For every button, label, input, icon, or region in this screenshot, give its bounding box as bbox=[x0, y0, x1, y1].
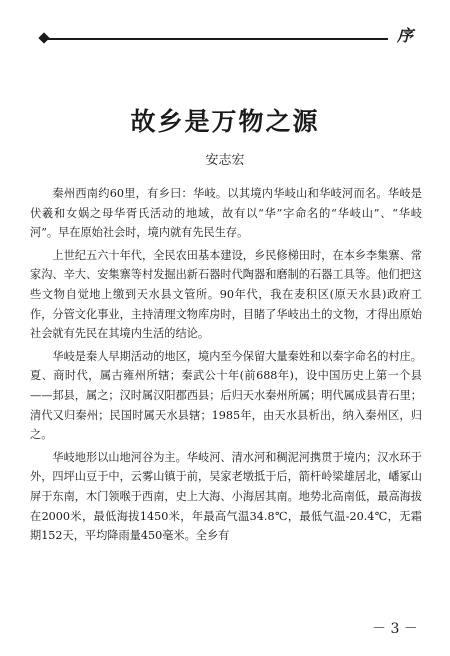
header-rule bbox=[46, 38, 388, 40]
article-author: 安志宏 bbox=[205, 153, 245, 168]
paragraph-1: 秦州西南约60里，有乡曰：华岐。以其境内华岐山和华岐河而名。华岐是伏羲和女娲之母华胥氏活动的地域，故有以“华”字命名的“华岐山”、“华岐河”。早在原始社会时，境内就有先民生存。 bbox=[30, 187, 422, 240]
paragraph-4: 华岐地形以山地河谷为主。华岐河、清水河和稠泥河携贯于境内；汉水环于外，四坪山豆于中，云雾山镇于前，吴家老墩抵于后，箭杆岭梁雄居北，嶓冢山屏于东南，木门领喉于西南，史上大海、小海居其南。地势北高南低，最高海拔在2000米，最低海拔1450米，年最高气温34.8℃，最低气温-20.4℃，无霜期152天，平均降雨量450毫米。全乡有 bbox=[30, 450, 422, 543]
paragraph-3: 华岐是秦人早期活动的地区，境内至今保留大量秦姓和以秦字命名的村庄。夏、商时代，属古雍州所辖；秦武公十年(前688年)，设中国历史上第一个县——邽县，属之；汉时属汉阳郡西县；后归天水秦州所属；明代属成县青石里；清代又归秦州；民国时属天水县辖；1985年，由天水县析出，纳入秦州区，归之。 bbox=[30, 349, 422, 442]
article-body bbox=[30, 184, 422, 549]
article-title: 故乡是万物之源 bbox=[130, 107, 320, 136]
paragraph-2: 上世纪五六十年代，全民农田基本建设，乡民修梯田时，在本乡李集寨、常家沟、辛大、安集寨等村发掘出新石器时代陶器和磨制的石器工具等。他们把这些文物自觉地上缴到天水县文管所。90年代，我在麦积区(原天水县)政府工作，分管文化事业，主持清理文物库房时，目睹了华岐出土的文物，才得出原始社会就有先民在其境内生活的结论。 bbox=[30, 248, 422, 341]
running-header: 序 bbox=[397, 26, 414, 45]
page-number: － 3 － bbox=[372, 621, 418, 637]
